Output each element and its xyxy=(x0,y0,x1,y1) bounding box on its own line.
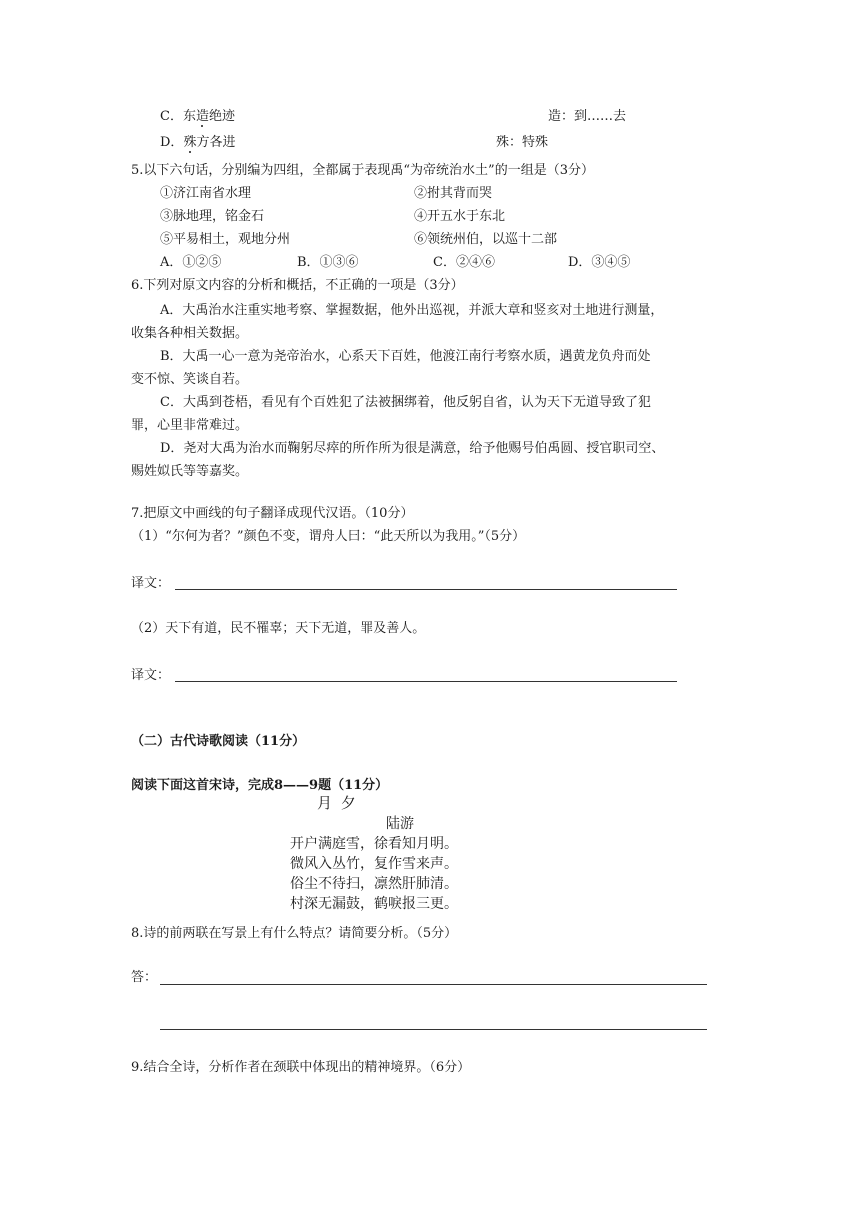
q4-option-d-gloss: 殊：特殊 xyxy=(496,135,549,150)
q4-option-d xyxy=(160,134,235,152)
q5-item: ①济江南省水理 xyxy=(160,186,252,201)
option-text: 绝迹 xyxy=(208,109,235,124)
q9-stem: 9.结合全诗，分析作者在颈联中体现出的精神境界。（6分） xyxy=(131,1060,471,1075)
emphasis-char: 造 xyxy=(195,109,209,124)
q5-choice-a: A．①②⑤ xyxy=(160,255,222,270)
q6-option-a-cont: 收集各种相关数据。 xyxy=(131,326,249,341)
option-text: C．东 xyxy=(160,109,196,124)
q5-stem: 5.以下六句话，分别编为四组，全都属于表现禹“为帝统治水土”的一组是（3分） xyxy=(131,163,594,178)
q5-item: ⑤平易相土，观地分州 xyxy=(160,232,291,247)
poem-line: 开户满庭雪，徐看知月明。 xyxy=(290,836,458,852)
q4-option-c-gloss: 造：到……去 xyxy=(548,109,627,124)
q5-choice-b: B．①③⑥ xyxy=(297,255,359,270)
section-heading: （二）古代诗歌阅读（11分） xyxy=(131,734,306,749)
q7-sentence-1: （1）“尔何为者？”颜色不变，谓舟人曰：“此天所以为我用。”（5分） xyxy=(131,529,526,544)
answer-line[interactable] xyxy=(175,681,677,682)
q6-option-b: B．大禹一心一意为尧帝治水，心系天下百姓，他渡江南行考察水质，遇黄龙负舟而处 xyxy=(160,349,651,364)
option-text: 方各进 xyxy=(196,135,236,150)
q6-option-d: D．尧对大禹为治水而鞠躬尽瘁的所作所为很是满意，给予他赐号伯禹圆、授官职司空、 xyxy=(160,441,665,456)
q5-choice-d: D．③④⑤ xyxy=(568,255,631,270)
q5-item: ④开五水于东北 xyxy=(414,209,506,224)
q6-stem: 6.下列对原文内容的分析和概括，不正确的一项是（3分） xyxy=(131,278,464,293)
q6-option-c: C．大禹到苍梧，看见有个百姓犯了法被捆绑着，他反躬自省，认为天下无道导致了犯 xyxy=(160,395,651,410)
q6-option-b-cont: 变不惊、笑谈自若。 xyxy=(131,372,249,387)
poem-line: 微风入丛竹，复作雪来声。 xyxy=(290,856,458,872)
q6-option-c-cont: 罪，心里非常难过。 xyxy=(131,418,249,433)
option-text: D． xyxy=(160,135,184,150)
q4-option-c xyxy=(160,108,235,126)
emphasis-char: 殊 xyxy=(183,135,197,150)
q8-stem: 8.诗的前两联在写景上有什么特点？请简要分析。（5分） xyxy=(131,926,458,941)
q8-answer-label: 答： xyxy=(131,970,158,985)
answer-line[interactable] xyxy=(160,984,707,985)
answer-line[interactable] xyxy=(175,589,677,590)
poem-title: 月 夕 xyxy=(317,794,358,812)
q7-answer-label-2: 译文： xyxy=(131,668,171,683)
answer-line[interactable] xyxy=(160,1029,707,1030)
q7-sentence-2: （2）天下有道，民不罹辜；天下无道，罪及善人。 xyxy=(131,621,426,636)
poem-author: 陆游 xyxy=(386,816,414,832)
q7-answer-label-1: 译文： xyxy=(131,576,171,591)
q6-option-a: A．大禹治水注重实地考察、掌握数据，他外出巡视，并派大章和竖亥对土地进行测量， xyxy=(160,303,664,318)
poem-image xyxy=(290,795,480,915)
poem-line: 俗尘不待扫，凛然肝肺清。 xyxy=(290,876,458,892)
poem-line: 村深无漏鼓，鹤唳报三更。 xyxy=(290,896,458,912)
q5-item: ②拊其背而哭 xyxy=(414,186,493,201)
q5-item: ③脉地理，铭金石 xyxy=(160,209,265,224)
q5-choice-c: C．②④⑥ xyxy=(433,255,495,270)
q6-option-d-cont: 赐姓姒氏等等嘉奖。 xyxy=(131,464,249,479)
q5-item: ⑥领统州伯，以巡十二部 xyxy=(414,232,558,247)
q7-stem: 7.把原文中画线的句子翻译成现代汉语。（10分） xyxy=(131,506,414,521)
section-instruction: 阅读下面这首宋诗，完成8——9题（11分） xyxy=(131,778,389,793)
